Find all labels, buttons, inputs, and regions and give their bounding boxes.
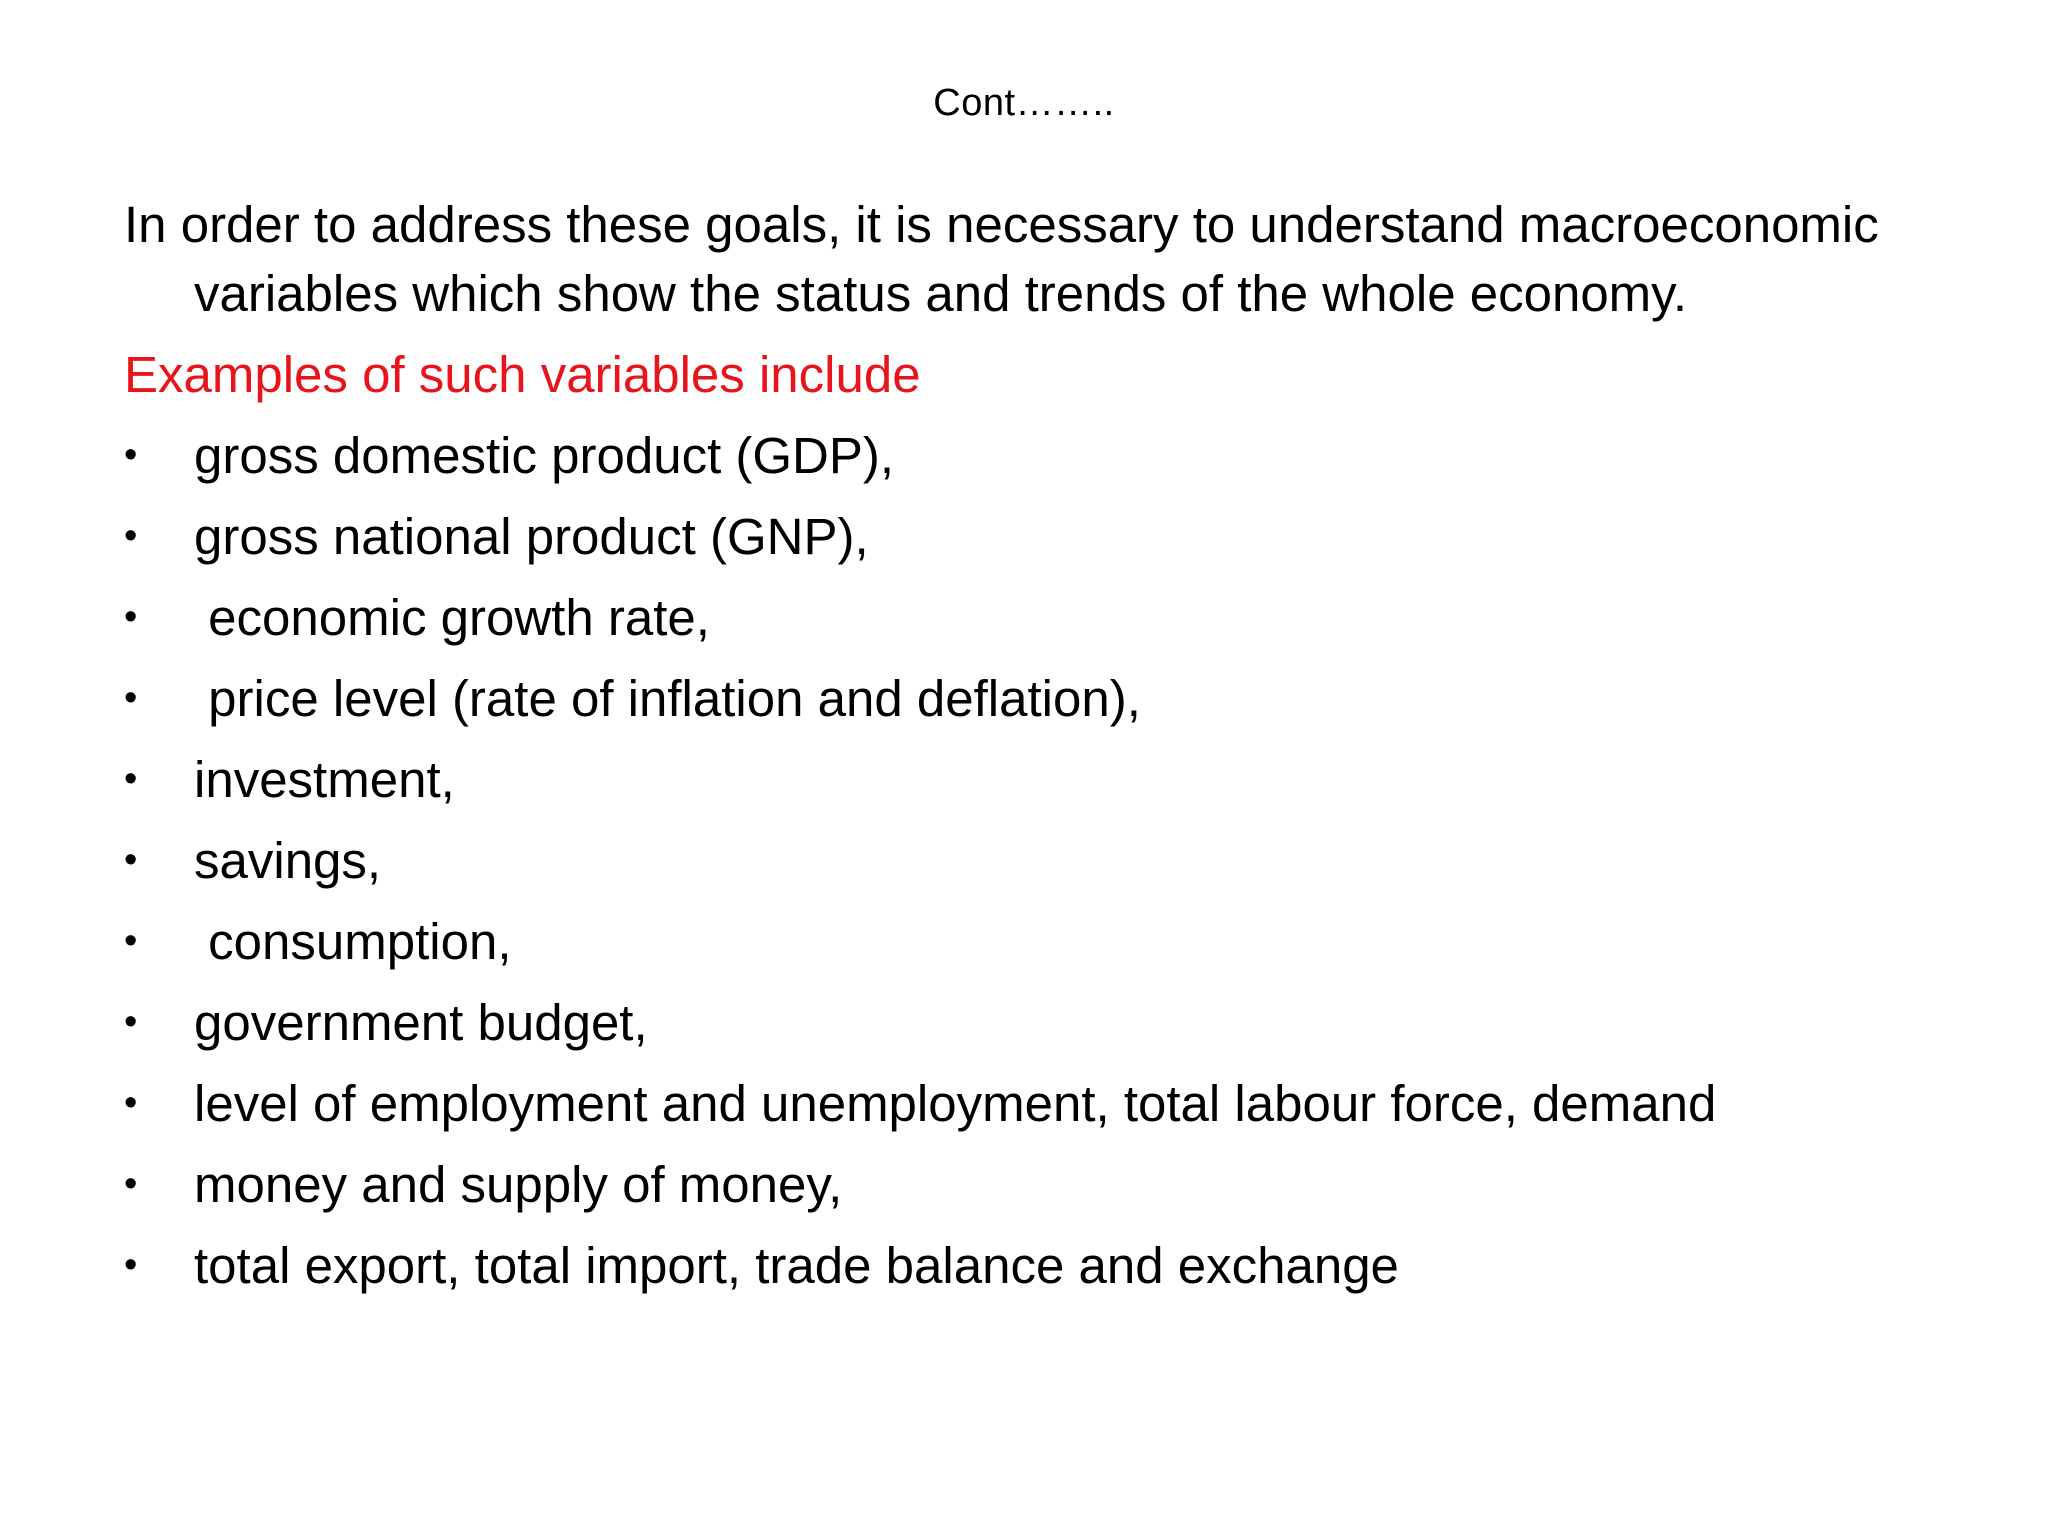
bullet-icon: •: [124, 758, 138, 800]
list-item: [124, 1069, 1964, 1138]
bullet-icon: •: [124, 677, 138, 719]
list-item-label: government budget,: [194, 994, 648, 1051]
list-item: [124, 1231, 1964, 1300]
list-item-label: level of employment and unemployment, total labour force, demand: [194, 1075, 1717, 1132]
list-item: [124, 745, 1964, 814]
list-item: [124, 421, 1964, 490]
list-item-label: gross domestic product (GDP),: [194, 427, 895, 484]
bullet-icon: •: [124, 515, 138, 557]
list-item: [124, 664, 1964, 733]
list-item-label: economic growth rate,: [194, 589, 710, 646]
slide-content: [124, 190, 1964, 1312]
bullet-icon: •: [124, 434, 138, 476]
bullet-icon: •: [124, 596, 138, 638]
list-item-label: price level (rate of inflation and deflation),: [194, 670, 1141, 727]
list-item: [124, 907, 1964, 976]
variables-list: [124, 421, 1964, 1300]
bullet-icon: •: [124, 1244, 138, 1286]
list-item: [124, 583, 1964, 652]
list-item-label: money and supply of money,: [194, 1156, 843, 1213]
bullet-icon: •: [124, 839, 138, 881]
examples-heading: Examples of such variables include: [124, 346, 921, 403]
slide-title: Cont……..: [933, 82, 1115, 124]
list-item-label: gross national product (GNP),: [194, 508, 869, 565]
list-item-label: savings,: [194, 832, 382, 889]
intro-paragraph: In order to address these goals, it is necessary to understand macroeconomic variables which show the status and trends of the whole economy.: [124, 196, 1879, 322]
list-item: [124, 826, 1964, 895]
bullet-icon: •: [124, 1163, 138, 1205]
list-item: [124, 988, 1964, 1057]
bullet-icon: •: [124, 920, 138, 962]
list-item: [124, 1150, 1964, 1219]
list-item: [124, 502, 1964, 571]
bullet-icon: •: [124, 1001, 138, 1043]
list-item-label: total export, total import, trade balance and exchange: [194, 1237, 1399, 1294]
list-item-label: consumption,: [194, 913, 512, 970]
list-item-label: investment,: [194, 751, 455, 808]
bullet-icon: •: [124, 1082, 138, 1124]
